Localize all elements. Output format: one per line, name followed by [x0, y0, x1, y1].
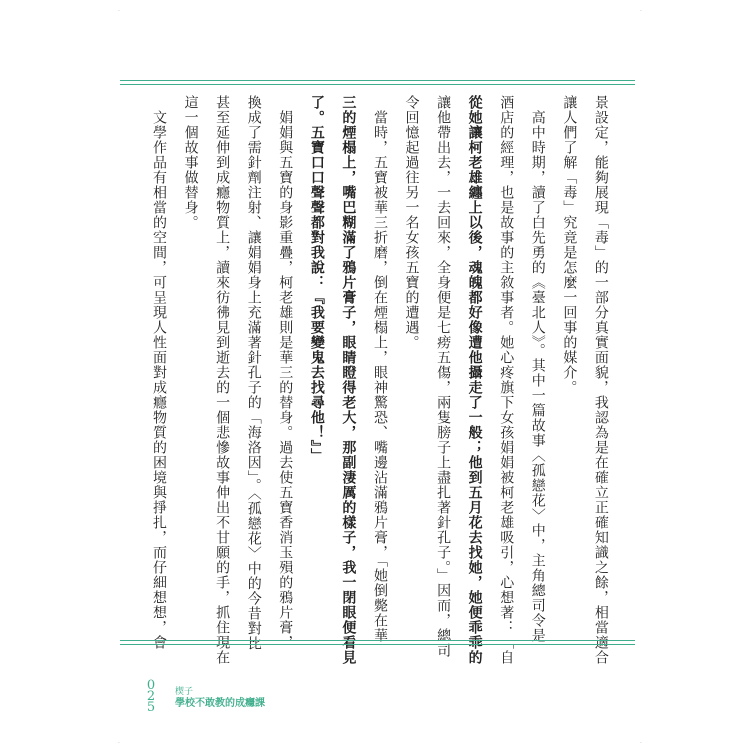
text-column: 當時，五寶被華三折磨，倒在煙榻上，眼神驚恐、嘴邊沾滿鴉片膏，「她倒斃在華 [371, 95, 388, 643]
running-head-section: 楔子 [175, 687, 194, 697]
text-column: 換成了需針劑注射、讓娟娟身上充滿著針孔子的「海洛因」。〈孤戀花〉中的今昔對比 [245, 95, 262, 651]
text-column: 高中時期，讀了白先勇的《臺北人》。其中一篇故事〈孤戀花〉中，主角總司令是 [529, 95, 546, 643]
text-column: 文學作品有相當的空間，可呈現人性面對成癮物質的困境與掙扎，而仔細想想，會 [151, 95, 167, 650]
crop-mark: · [640, 8, 642, 15]
text-column: 讓他帶出去，一去回來，全身便是七痨五傷，兩隻膀子上盡扎著針孔子。」因而，總司 [435, 95, 452, 658]
page-number-digit: 0 [146, 678, 156, 693]
running-head-title: 學校不敢教的成癮課 [175, 698, 265, 709]
bottom-rule [120, 640, 635, 645]
vertical-text-block [150, 95, 610, 665]
text-column: 甚至延伸到成癮物質上，讀來彷彿見到逝去的一個悲慘故事伸出不甘願的手，抓住現在 [214, 95, 231, 665]
text-column: 這一個故事做替身。 [182, 95, 199, 230]
text-column: 酒店的經理，也是故事的主敘事者。她心疼旗下女孩娟娟被柯老雄吸引，心想著：「自 [498, 95, 515, 665]
text-column: 娟娟與五寶的身影重疊，柯老雄則是華三的替身。過去使五寶香消玉殞的鴉片膏， [277, 95, 294, 650]
text-column: 從她讓柯老雄纏上以後，魂魄都好像遭他攝走了一般；他到五月花去找她，她便乖乖的 [466, 95, 483, 665]
text-column: 三的煙榻上，嘴巴糊滿了鴉片膏子，眼睛瞪得老大，那副淒厲的樣子，我一閉眼便看見 [340, 95, 357, 665]
page-number-digit: 2 [146, 689, 156, 704]
running-head [175, 686, 265, 710]
page-number [145, 680, 157, 713]
top-rule [120, 80, 635, 85]
text-column: 令回憶起過往另一名女孩五寶的遭遇。 [403, 95, 420, 350]
crop-mark: · [118, 740, 120, 747]
crop-mark: · [118, 8, 120, 15]
text-column: 讓人們了解「毒」究竟是怎麼一回事的媒介。 [561, 95, 578, 395]
page-number-digit: 5 [146, 700, 156, 715]
text-column: 了。五寶口口聲聲都對我說：『我要變鬼去找尋他！』」 [308, 95, 325, 463]
text-column: 景設定，能夠展現「毒」的一部分真實面貌，我認為是在確立正確知識之餘，相當適合 [592, 95, 609, 665]
crop-mark: · [640, 740, 642, 747]
